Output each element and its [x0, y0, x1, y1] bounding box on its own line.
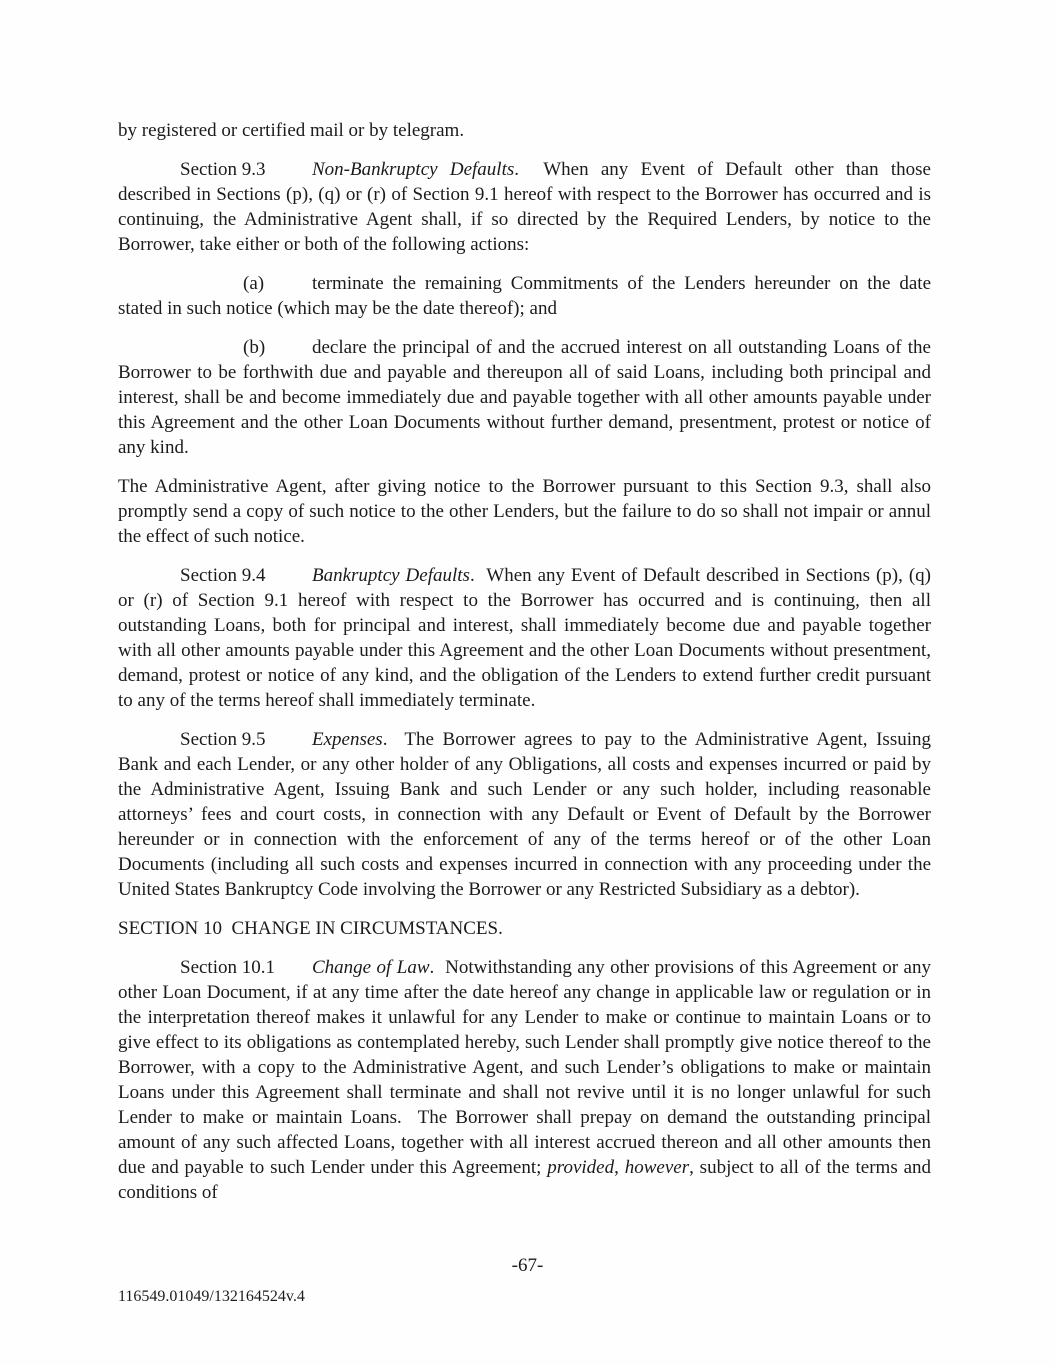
italic-text-run: provided	[547, 1157, 615, 1178]
text-run: The Administrative Agent, after giving notice to the Borrower pursuant to this Section 9.3, shall also promptly send a copy of such notice to the other Lenders, but the failure to do so shall not impair or annul the effect of such notice.	[118, 476, 931, 547]
paragraph-intro-continuation	[118, 118, 931, 143]
text-run: , subject to all of the terms and conditions of	[118, 1157, 932, 1203]
italic-text-run: Bankruptcy Defaults	[312, 565, 470, 586]
clause-label: Section 10.1	[180, 957, 275, 978]
document-id-footer: 116549.01049/132164524v.4	[118, 1288, 305, 1305]
subclause-a	[118, 271, 931, 321]
clause-label: Section 9.3	[180, 159, 266, 180]
subclause-b	[118, 335, 931, 460]
paragraph-section-10-1	[118, 955, 931, 1205]
text-run: SECTION 10 CHANGE IN CIRCUMSTANCES.	[118, 918, 503, 939]
italic-text-run: however	[624, 1157, 690, 1178]
text-run: by registered or certified mail or by telegram.	[118, 120, 465, 141]
heading-section-10	[118, 916, 931, 941]
text-run: ,	[614, 1157, 625, 1178]
text-run: . The Borrower agrees to pay to the Administrative Agent, Issuing Bank and each Lender, or any other holder of any Obligations, all costs and expenses incurred or paid by the Administrative Agent, Issuing Bank and such Lender or any such holder, including reasonable attorneys’ fees and court costs, in connection with any Default or Event of Default by the Borrower hereunder or in connection with the enforcement of any of the terms hereof or of the other Loan Documents (including all such costs and expenses incurred in connection with any proceeding under the United States Bankruptcy Code involving the Borrower or any Restricted Subsidiary as a debtor).	[118, 729, 931, 900]
page-number: -67-	[511, 1255, 544, 1276]
italic-text-run: Change of Law	[312, 957, 430, 978]
text-run: . Notwithstanding any other provisions of this Agreement or any other Loan Document, if at any time after the date hereof any change in applicable law or regulation or in the interpretation thereof makes it unlawful for any Lender to make or continue to maintain Loans or to give effect to its obligations as contemplated hereby, such Lender shall promptly give notice thereof to the Borrower, with a copy to the Administrative Agent, and such Lender’s obligations to make or maintain Loans under this Agreement shall terminate and shall not revive until it is no longer unlawful for such Lender to make or maintain Loans. The Borrower shall prepay on demand the outstanding principal amount of any such affected Loans, together with all interest accrued thereon and all other amounts then due and payable to such Lender under this Agreement;	[118, 957, 931, 1178]
clause-label: Section 9.4	[180, 565, 266, 586]
clause-label: (a)	[243, 273, 265, 294]
text-run: . When any Event of Default other than those described in Sections (p), (q) or (r) of Section 9.1 hereof with respect to the Borrower has occurred and is continuing, the Administrative Agent shall, if so directed by the Required Lenders, by notice to the Borrower, take either or both of the following actions:	[118, 159, 931, 255]
text-run: terminate the remaining Commitments of the Lenders hereunder on the date stated in such notice (which may be the date thereof); and	[118, 273, 931, 319]
text-run: declare the principal of and the accrued interest on all outstanding Loans of the Borrower to be forthwith due and payable and thereupon all of said Loans, including both principal and interest, shall be and become immediately due and payable together with all other amounts payable under this Agreement and the other Loan Documents without further demand, presentment, protest or notice of any kind.	[118, 337, 931, 458]
clause-label: Section 9.5	[180, 729, 266, 750]
document-body	[118, 118, 931, 1205]
italic-text-run: Non-Bankruptcy Defaults	[312, 159, 515, 180]
paragraph-section-9-5	[118, 727, 931, 902]
paragraph-9-3-closing	[118, 474, 931, 549]
italic-text-run: Expenses	[312, 729, 383, 750]
clause-label: (b)	[243, 337, 266, 358]
paragraph-section-9-3	[118, 157, 931, 257]
text-run: . When any Event of Default described in Sections (p), (q) or (r) of Section 9.1 hereof with respect to the Borrower has occurred and is continuing, then all outstanding Loans, both for principal and interest, shall immediately become due and payable together with all other amounts payable under this Agreement and the other Loan Documents without presentment, demand, protest or notice of any kind, and the obligation of the Lenders to extend further credit pursuant to any of the terms hereof shall immediately terminate.	[118, 565, 931, 711]
paragraph-section-9-4	[118, 563, 931, 713]
